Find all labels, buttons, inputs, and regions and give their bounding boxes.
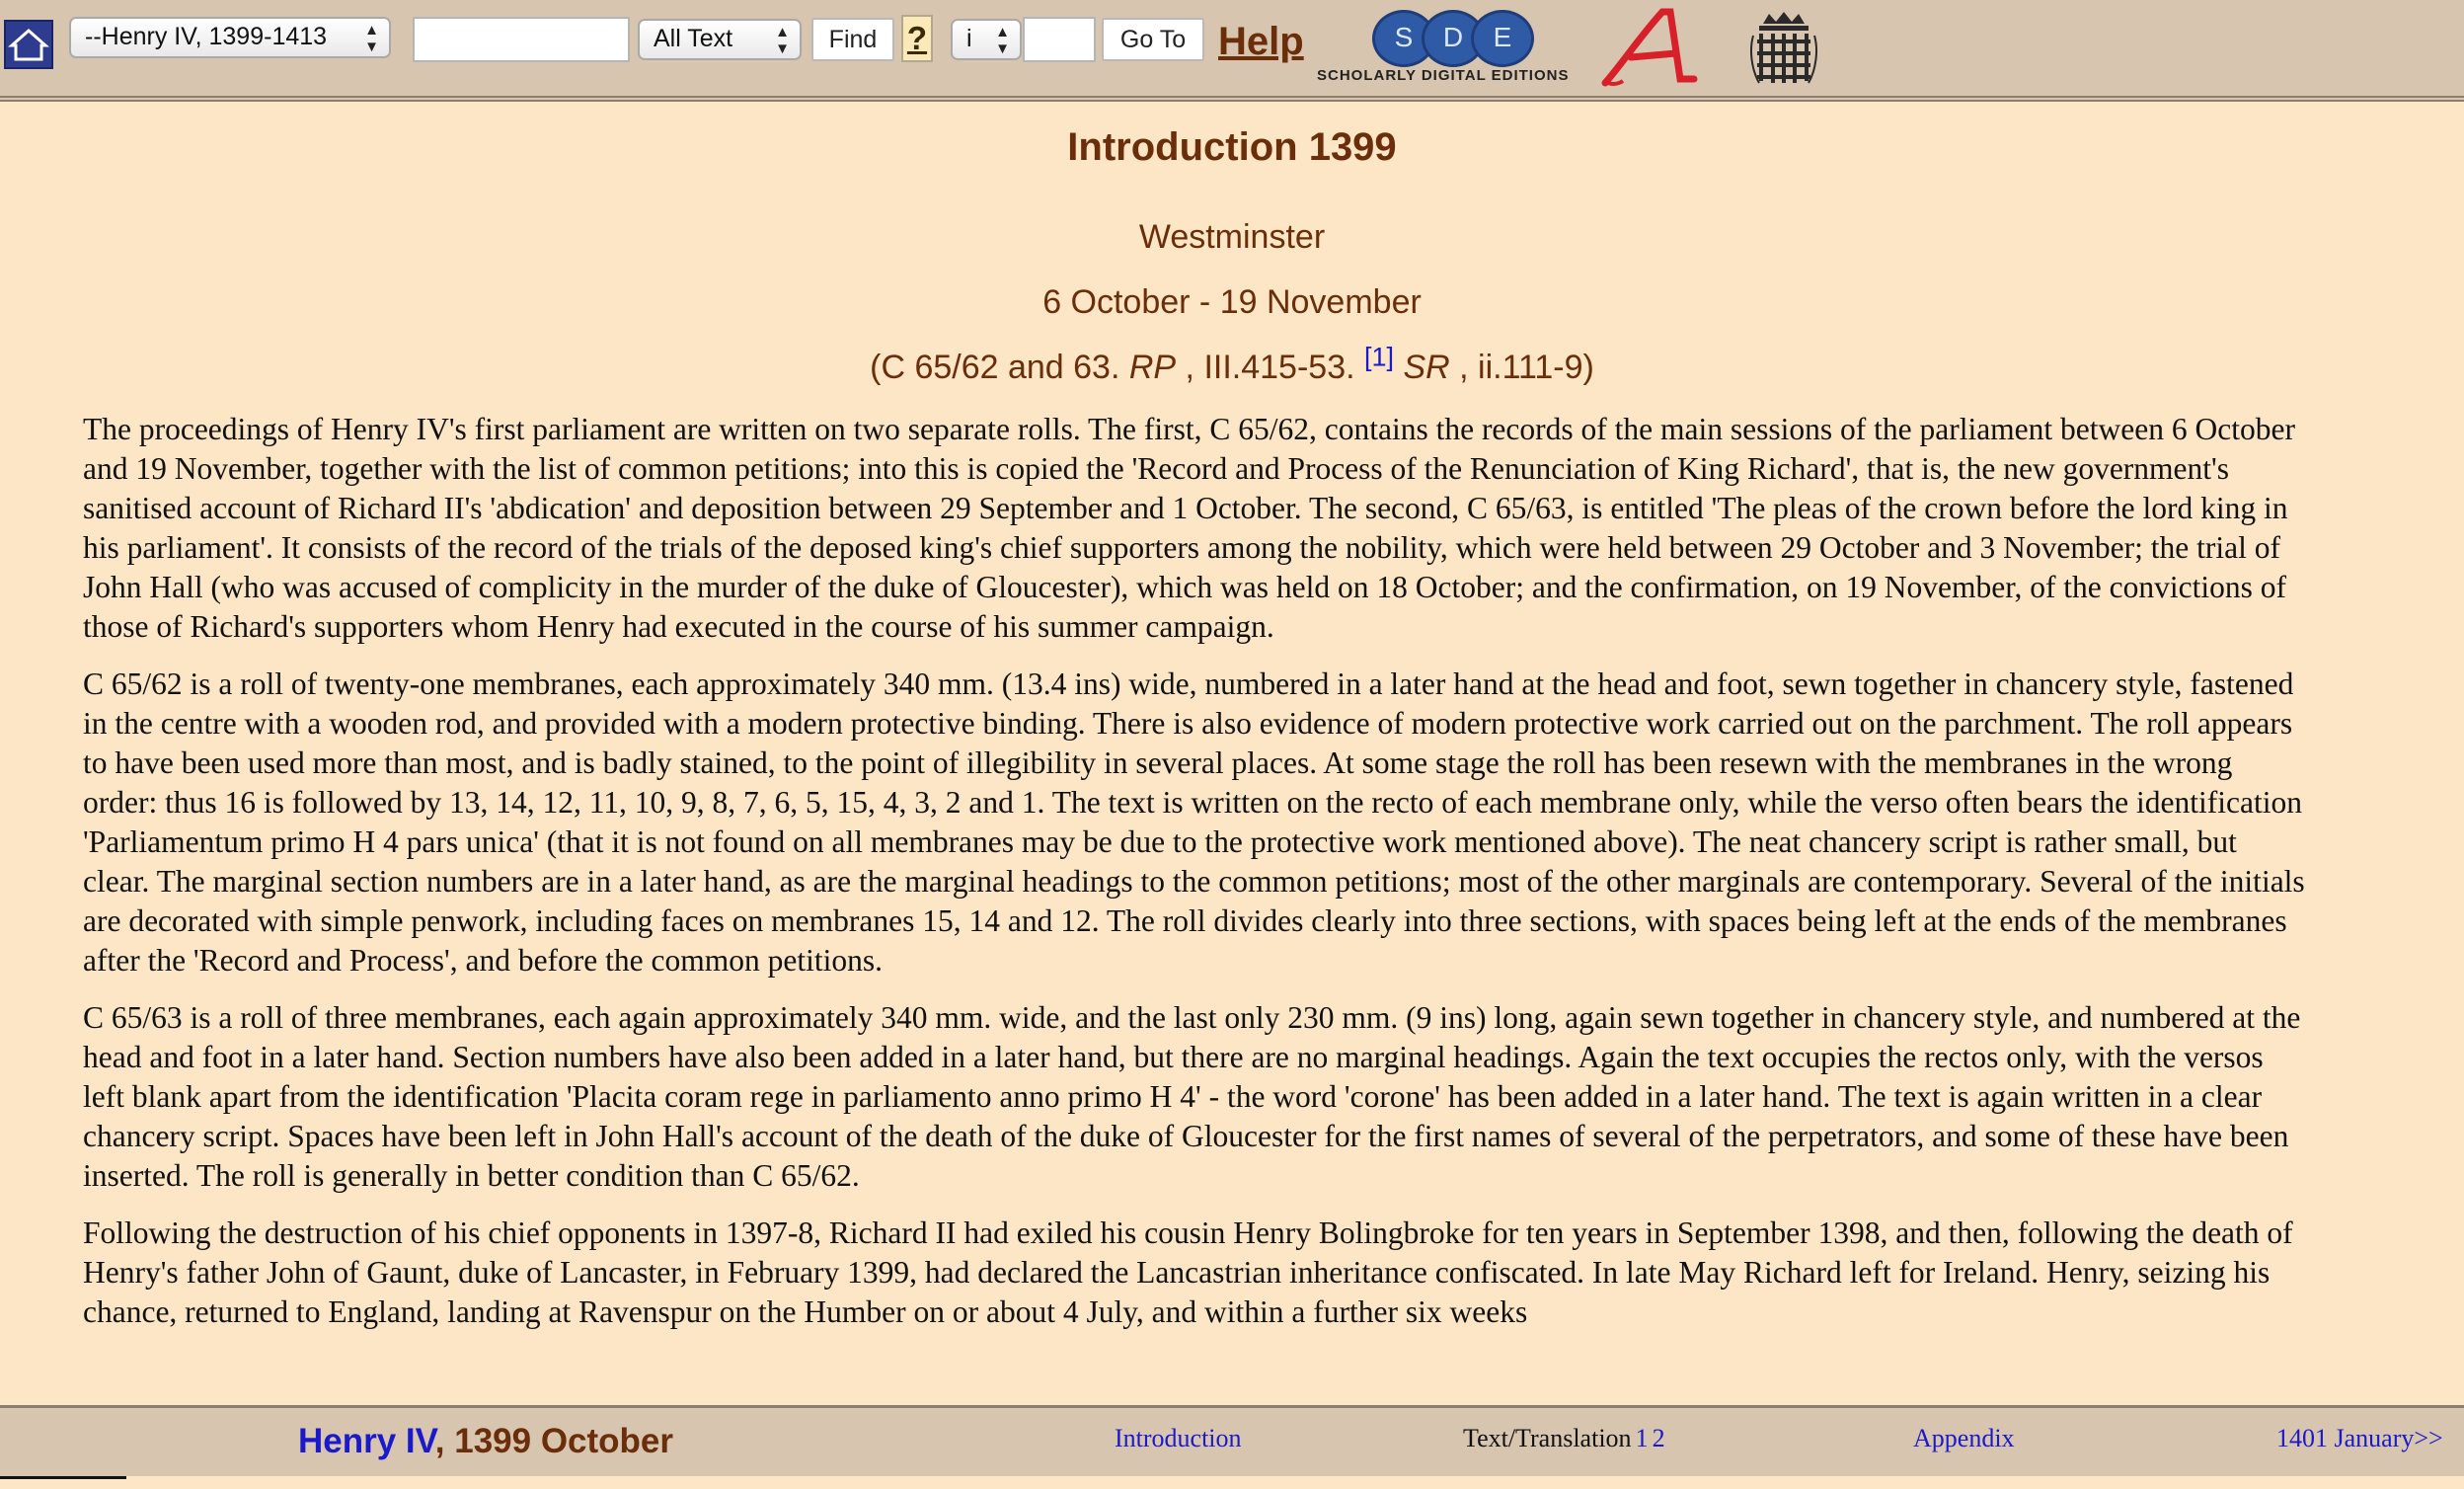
- sde-letter-e: E: [1471, 10, 1534, 67]
- top-toolbar: [0, 0, 2464, 102]
- search-scope-select[interactable]: [638, 19, 802, 60]
- text-page-link-2[interactable]: 2: [1652, 1424, 1665, 1452]
- select-arrows-icon: ▲ ▼: [995, 24, 1010, 57]
- reign-select-value: --Henry IV, 1399-1413: [85, 23, 328, 50]
- footnote-link[interactable]: [1]: [1364, 342, 1395, 372]
- go-to-button[interactable]: Go To: [1102, 18, 1204, 61]
- refs-sr: SR: [1394, 349, 1450, 386]
- home-icon: [6, 22, 51, 67]
- text-translation-label: Text/Translation: [1463, 1424, 1632, 1452]
- king-link[interactable]: Henry IV: [298, 1422, 435, 1460]
- session-place: Westminster: [1138, 218, 1326, 256]
- next-parliament-link[interactable]: 1401 January>>: [2276, 1424, 2443, 1452]
- reign-select[interactable]: [69, 17, 391, 58]
- search-help-button[interactable]: ?: [901, 15, 933, 62]
- introduction-text: [83, 410, 2310, 1350]
- search-input[interactable]: [413, 17, 630, 62]
- home-button[interactable]: [4, 20, 53, 69]
- content-area[interactable]: [0, 108, 2464, 1405]
- paragraph: C 65/62 is a roll of twenty-one membranes, each approximately 340 mm. (13.4 ins) wide, numbered in a later hand at the head and foot, sewn together in chancery style, fastened in the centre with a wooden rod, and provided with a modern protective binding. There is also evidence of modern protective work carried out on the parchment. The roll appears to have been used more than most, and is badly stained, to the point of illegibility in several places. At some stage the roll has been resewn with the membranes in the wrong order: thus 16 is followed by 13, 14, 12, 11, 10, 9, 8, 7, 6, 5, 15, 4, 3, 2 and 1. The text is written on the recto of each membrane only, while the verso often bears the identification 'Parliamentum primo H 4 pars unica' (that it is not found on all membranes may be due to the protective work mentioned above). The neat chancery script is rather small, but clear. The marginal section numbers are in a later hand, as are the marginal headings to the common petitions; most of the other marginals are contemporary. Several of the initials are decorated with simple penwork, including faces on membranes 15, 14 and 12. The roll divides clearly into three sections, with spaces being left at the ends of the membranes after the 'Record and Process', and before the common petitions.: [83, 666, 2305, 978]
- paragraph: C 65/63 is a roll of three membranes, each again approximately 340 mm. wide, and the last only 230 mm. (9 ins) long, again sewn together in chancery style, and numbered at the head and foot in a later hand. Section numbers have also been added in a later hand, but there are no marginal headings. Again the text occupies the rectos only, with the versos left blank apart from the identification 'Placita coram rege in parliamento anno primo H 4' - the word 'corone' has been added in a later hand. The text is again written in a clear chancery script. Spaces have been left in John Hall's account of the death of the duke of Gloucester for the first names of several of the perpetrators, and some of these have been inserted. The roll is generally in better condition than C 65/62.: [83, 1000, 2301, 1193]
- text-translation-group: [1463, 1424, 1665, 1453]
- a-logo[interactable]: [1601, 6, 1704, 87]
- paragraph: Following the destruction of his chief opponents in 1397-8, Richard II had exiled his cousin Henry Bolingbroke for ten years in September 1398, and then, following the death of Henry's father John of Gaunt, duke of Lancaster, in February 1399, had declared the Lancastrian inheritance confiscated. In late May Richard left for Ireland. Henry, seizing his chance, returned to England, landing at Ravenspur on the Humber on or about 4 July, and within a further six weeks: [83, 1215, 2293, 1329]
- a-logo-icon: [1601, 6, 1704, 87]
- refs-rp: RP: [1128, 349, 1177, 386]
- sde-logo[interactable]: [1317, 10, 1583, 87]
- refs-rp-ref: , III.415-53.: [1176, 349, 1364, 386]
- page-number-input[interactable]: [1023, 17, 1096, 62]
- paragraph: The proceedings of Henry IV's first parliament are written on two separate rolls. The first, C 65/62, contains the records of the main sessions of the parliament between 6 October and 19 November, together with the list of common petitions; into this is copied the 'Record and Process of the Renunciation of King Richard', that is, the new government's sanitised account of Richard II's 'abdication' and deposition between 29 September and 1 October. The second, C 65/63, is entitled 'The pleas of the crown before the lord king in his parliament'. It consists of the record of the trials of the deposed king's chief supporters among the nobility, which were held between 29 October and 3 November; the trial of John Hall (who was accused of complicity in the murder of the duke of Gloucester), which was held on 18 October; and the confirmation, on 19 November, of the convictions of those of Richard's supporters whom Henry had executed in the course of his summer campaign.: [83, 412, 2295, 644]
- introduction-link[interactable]: Introduction: [1115, 1424, 1242, 1452]
- refs-prefix: (C 65/62 and 63.: [870, 349, 1129, 386]
- appendix-link[interactable]: Appendix: [1913, 1424, 2015, 1452]
- select-arrows-icon: ▲ ▼: [775, 24, 790, 57]
- session-dates: 6 October - 19 November: [1042, 283, 1422, 321]
- sde-letter-s: S: [1372, 10, 1435, 67]
- sde-letter-d: D: [1422, 10, 1485, 67]
- help-link[interactable]: Help: [1218, 20, 1304, 63]
- footer-strip: [0, 1476, 2464, 1489]
- source-references: [0, 342, 2464, 387]
- refs-sr-ref: , ii.111-9): [1449, 349, 1594, 386]
- page-type-value: i: [966, 25, 972, 52]
- find-button[interactable]: Find: [811, 18, 894, 61]
- bottom-navigation-bar: [0, 1405, 2464, 1476]
- portcullis-icon: [1749, 10, 1818, 87]
- select-arrows-icon: ▲ ▼: [364, 22, 379, 55]
- sde-caption: SCHOLARLY DIGITAL EDITIONS: [1317, 67, 1570, 84]
- search-scope-value: All Text: [654, 25, 733, 52]
- page-type-select[interactable]: [951, 19, 1022, 60]
- text-page-link-1[interactable]: 1: [1635, 1424, 1649, 1452]
- footer-rule: [0, 1476, 126, 1479]
- page-title: Introduction 1399: [1067, 125, 1397, 169]
- portcullis-logo[interactable]: [1749, 10, 1818, 87]
- session-label: , 1399 October: [434, 1422, 674, 1460]
- session-heading: [298, 1422, 673, 1461]
